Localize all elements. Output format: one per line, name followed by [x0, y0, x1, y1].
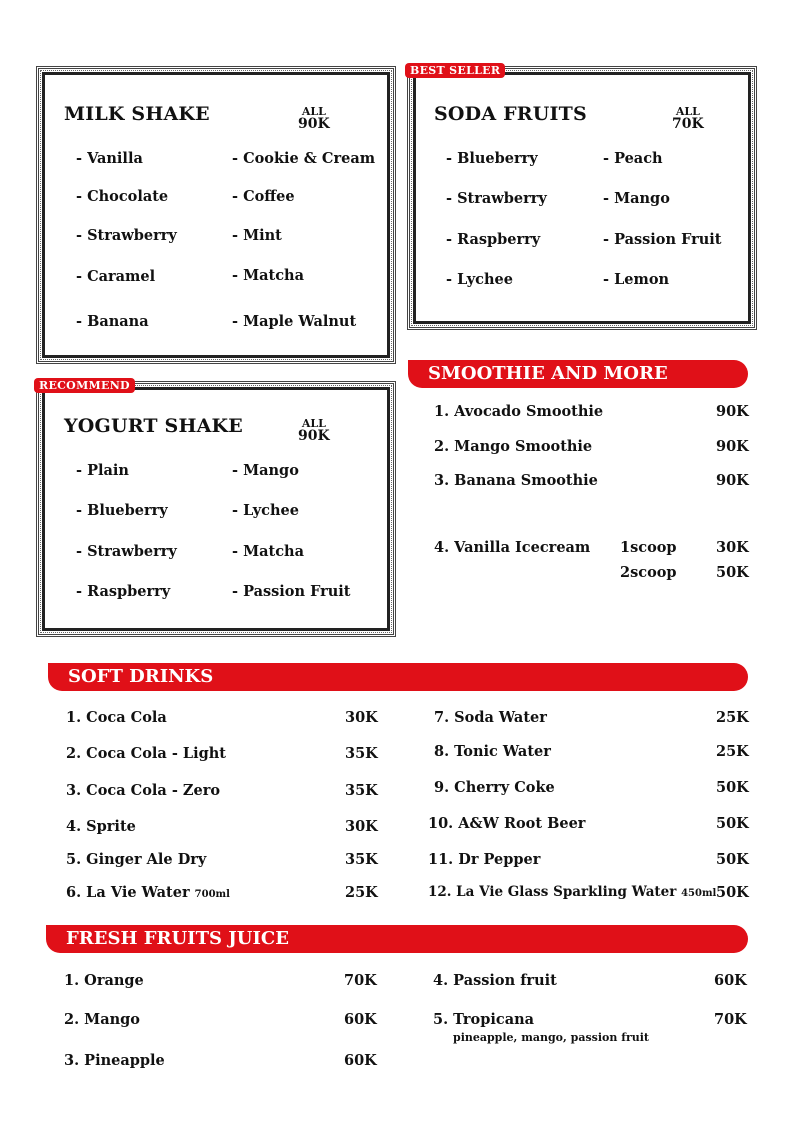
menu-item: - Strawberry	[446, 190, 547, 207]
price: 35K	[345, 745, 378, 762]
price: 50K	[716, 564, 749, 581]
menu-item: 3. Pineapple	[64, 1052, 165, 1069]
price: 90K	[298, 428, 330, 444]
soda-fruits-all-price	[672, 106, 704, 131]
price: 25K	[716, 709, 749, 726]
drink-name: 9. Cherry Coke	[434, 779, 555, 796]
smoothie-banner: SMOOTHIE AND MORE	[408, 360, 748, 388]
menu-item: - Matcha	[232, 267, 304, 284]
soft-drinks-banner: SOFT DRINKS	[48, 663, 748, 691]
milk-shake-all-price	[298, 106, 330, 131]
drink-name: 10. A&W Root Beer	[428, 815, 586, 832]
price: 70K	[672, 116, 704, 132]
menu-item: - Mango	[232, 462, 299, 479]
drink-name: 7. Soda Water	[434, 709, 547, 726]
menu-item: - Blueberry	[76, 502, 168, 519]
volume-note: 450ml	[681, 888, 717, 899]
recommend-badge: RECOMMEND	[34, 378, 135, 393]
drink-name: 2. Coca Cola - Light	[66, 745, 226, 762]
menu-item	[434, 779, 555, 796]
menu-item: - Peach	[603, 150, 663, 167]
price: 90K	[716, 472, 749, 489]
price: 25K	[345, 884, 378, 901]
menu-item	[66, 818, 136, 835]
scoop-option: 1scoop	[620, 539, 677, 556]
menu-item: - Passion Fruit	[232, 583, 351, 600]
yogurt-shake-all-price	[298, 418, 330, 443]
price: 70K	[344, 972, 377, 989]
menu-item: - Lychee	[446, 271, 513, 288]
menu-item	[66, 851, 206, 868]
menu-item: - Mango	[603, 190, 670, 207]
price: 60K	[344, 1052, 377, 1069]
drink-name: 4. Sprite	[66, 818, 136, 835]
menu-item	[434, 709, 547, 726]
menu-item: - Raspberry	[76, 583, 171, 600]
drink-name: 5. Ginger Ale Dry	[66, 851, 207, 868]
price: 50K	[716, 851, 749, 868]
price: 35K	[345, 851, 378, 868]
menu-item: - Lemon	[603, 271, 670, 288]
price: 50K	[716, 815, 749, 832]
all-label: ALL	[675, 105, 700, 118]
menu-item: - Lychee	[232, 502, 299, 519]
price: 60K	[344, 1011, 377, 1028]
menu-item: 2. Mango	[64, 1011, 140, 1028]
all-label: ALL	[301, 417, 326, 430]
menu-item	[428, 815, 585, 832]
price: 30K	[716, 539, 749, 556]
menu-item: - Strawberry	[76, 227, 177, 244]
menu-item	[66, 884, 230, 901]
fresh-juice-banner: FRESH FRUITS JUICE	[46, 925, 748, 953]
price: 90K	[298, 116, 330, 132]
best-seller-badge: BEST SELLER	[405, 63, 505, 78]
price: 25K	[716, 743, 749, 760]
price: 60K	[714, 972, 747, 989]
all-label: ALL	[301, 105, 326, 118]
price: 35K	[345, 782, 378, 799]
drink-name: 8. Tonic Water	[434, 743, 551, 760]
milk-shake-title: MILK SHAKE	[64, 103, 210, 125]
price: 50K	[716, 779, 749, 796]
menu-item: 5. Tropicana	[433, 1011, 535, 1028]
menu-item: - Plain	[76, 462, 129, 479]
juice-ingredients: pineapple, mango, passion fruit	[453, 1031, 649, 1044]
menu-item: - Passion Fruit	[603, 231, 722, 248]
menu-item: - Raspberry	[446, 231, 541, 248]
yogurt-shake-title: YOGURT SHAKE	[64, 415, 243, 437]
menu-item: - Vanilla	[76, 150, 143, 167]
price: 70K	[714, 1011, 747, 1028]
menu-item	[434, 743, 551, 760]
menu-item: - Chocolate	[76, 188, 169, 205]
price: 90K	[716, 403, 749, 420]
menu-item: - Strawberry	[76, 543, 177, 560]
menu-item: - Mint	[232, 227, 282, 244]
soda-fruits-title: SODA FRUITS	[434, 103, 587, 125]
volume-note: 700ml	[194, 889, 230, 900]
menu-item: 2. Mango Smoothie	[434, 438, 593, 455]
menu-item	[66, 745, 226, 762]
menu-item	[428, 884, 716, 900]
menu-item: 1. Orange	[64, 972, 144, 989]
menu-item: 3. Banana Smoothie	[434, 472, 598, 489]
menu-item: - Coffee	[232, 188, 295, 205]
menu-item: - Caramel	[76, 268, 156, 285]
price: 30K	[345, 818, 378, 835]
menu-item	[66, 782, 220, 799]
drink-name: 12. La Vie Glass Sparkling Water	[428, 884, 677, 900]
menu-item: - Cookie & Cream	[232, 150, 376, 167]
menu-item: 4. Passion fruit	[433, 972, 557, 989]
price: 30K	[345, 709, 378, 726]
menu-item: - Maple Walnut	[232, 313, 357, 330]
drink-name: 11. Dr Pepper	[428, 851, 541, 868]
menu-item: - Blueberry	[446, 150, 538, 167]
drink-name: 3. Coca Cola - Zero	[66, 782, 221, 799]
drink-name: 1. Coca Cola	[66, 709, 167, 726]
menu-item: - Banana	[76, 313, 149, 330]
scoop-option: 2scoop	[620, 564, 677, 581]
menu-item	[66, 709, 167, 726]
price: 50K	[716, 884, 749, 901]
menu-item	[428, 851, 540, 868]
price: 90K	[716, 438, 749, 455]
menu-item: 1. Avocado Smoothie	[434, 403, 604, 420]
menu-item: 4. Vanilla Icecream	[434, 539, 591, 556]
drink-name: 6. La Vie Water	[66, 884, 190, 901]
menu-item: - Matcha	[232, 543, 304, 560]
